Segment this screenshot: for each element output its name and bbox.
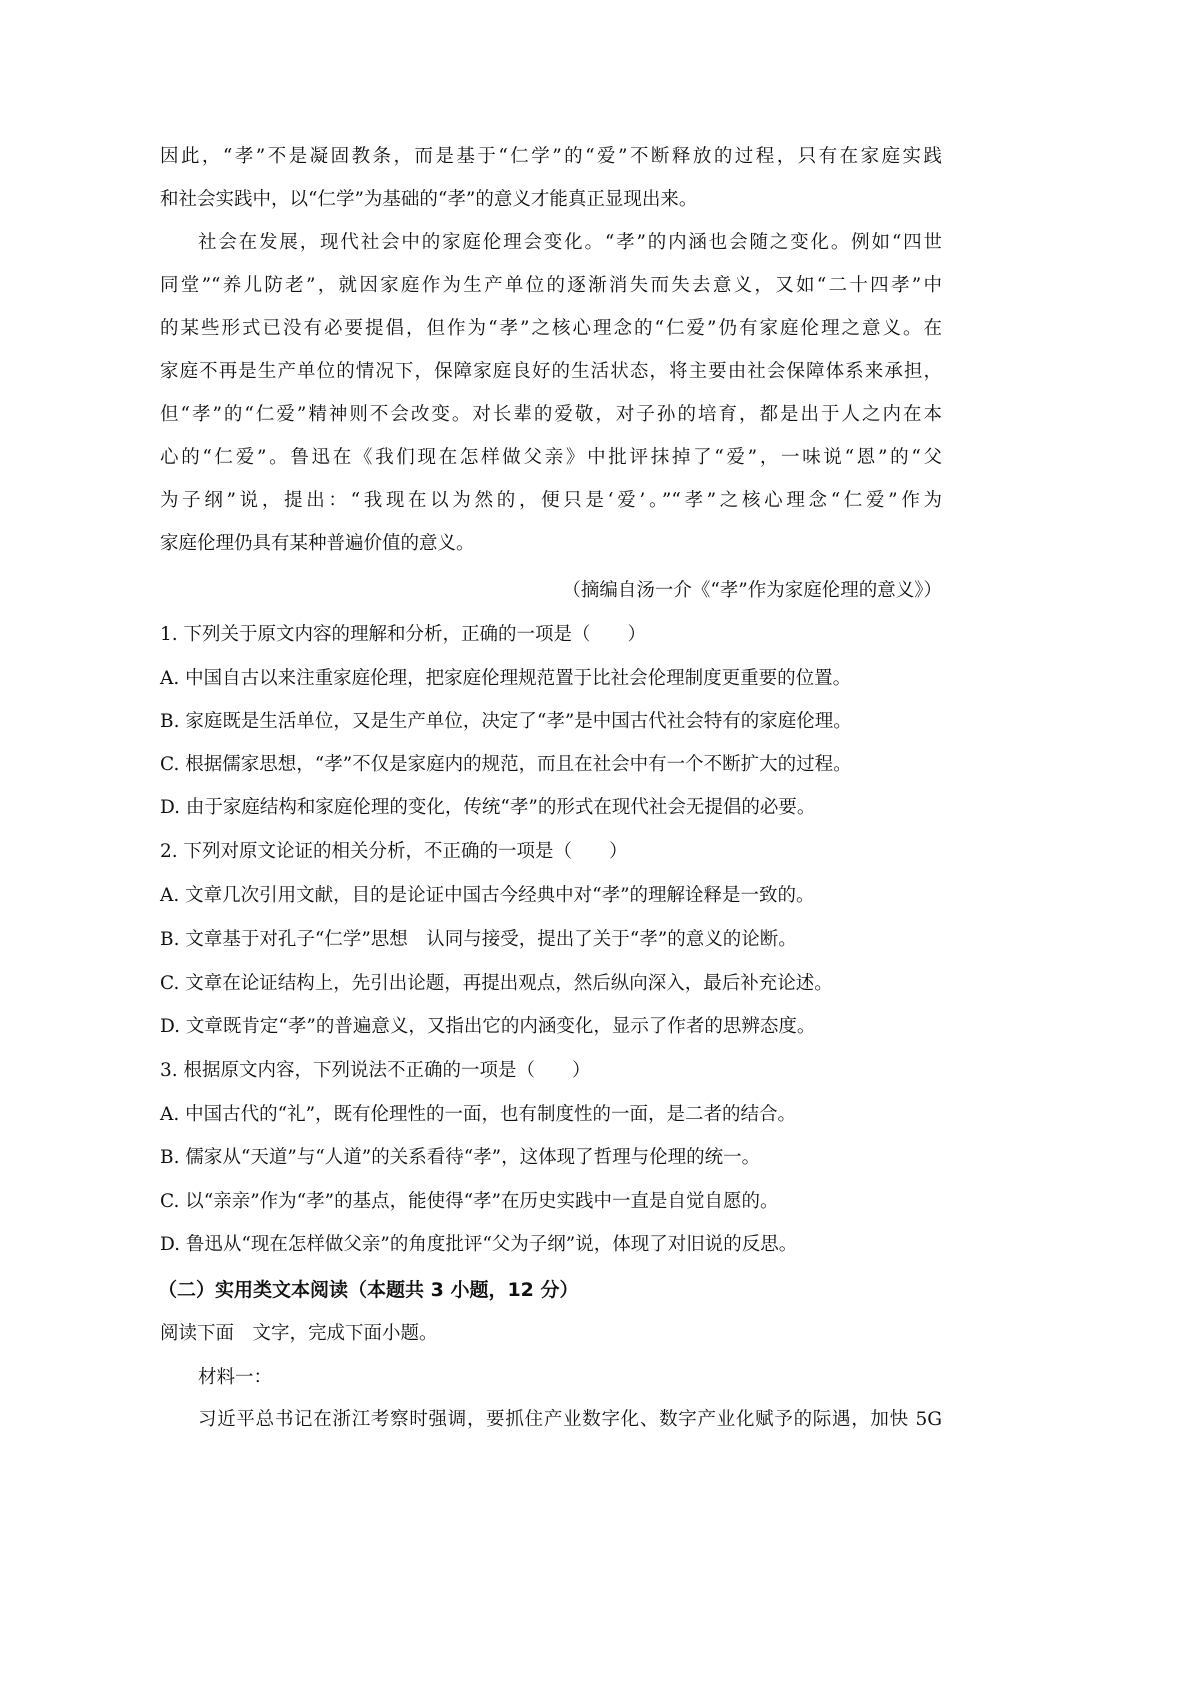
passage-line: 心的“仁爱”。鲁迅在《我们现在怎样做父亲》中批评抹掉了“爱”，一味说“恩”的“父 (160, 447, 942, 468)
question-option: B. 文章基于对孔子“仁学”思想 认同与接受，提出了关于“孝”的意义的论断。 (160, 929, 797, 950)
question-option: B. 家庭既是生活单位，又是生产单位，决定了“孝”是中国古代社会特有的家庭伦理。 (160, 711, 852, 732)
question-option: C. 文章在论证结构上，先引出论题，再提出观点，然后纵向深入，最后补充论述。 (160, 973, 833, 994)
material-line: 习近平总书记在浙江考察时强调，要抓住产业数字化、数字产业化赋予的际遇，加快 5G (198, 1409, 942, 1430)
passage-line: 但“孝”的“仁爱”精神则不会改变。对长辈的爱敬，对子孙的培育，都是出于人之内在本 (160, 404, 942, 425)
question-option: C. 根据儒家思想，“孝”不仅是家庭内的规范，而且在社会中有一个不断扩大的过程。 (160, 754, 852, 775)
instruction: 阅读下面 文字，完成下面小题。 (160, 1323, 438, 1344)
question-stem: 3. 根据原文内容，下列说法不正确的一项是（ ） (160, 1060, 591, 1081)
section-heading: （二）实用类文本阅读（本题共 3 小题，12 分） (158, 1279, 579, 1301)
citation: （摘编自汤一介《“孝”作为家庭伦理的意义》） (562, 580, 942, 601)
passage-line: 因此，“孝”不是凝固教条，而是基于“仁学”的“爱”不断释放的过程，只有在家庭实践 (160, 146, 942, 167)
question-option: D. 文章既肯定“孝”的普遍意义，又指出它的内涵变化，显示了作者的思辨态度。 (160, 1016, 816, 1037)
passage-line: 和社会实践中，以“仁学”为基础的“孝”的意义才能真正显现出来。 (160, 189, 698, 210)
question-option: C. 以“亲亲”作为“孝”的基点，能使得“孝”在历史实践中一直是自觉自愿的。 (160, 1191, 779, 1212)
question-option: A. 文章几次引用文献，目的是论证中国古今经典中对“孝”的理解诠释是一致的。 (160, 885, 815, 906)
passage-line: 的某些形式已没有必要提倡，但作为“孝”之核心理念的“仁爱”仍有家庭伦理之意义。在 (160, 318, 942, 339)
passage-line: 家庭伦理仍具有某种普遍价值的意义。 (160, 533, 475, 554)
question-option: A. 中国古代的“礼”，既有伦理性的一面，也有制度性的一面，是二者的结合。 (160, 1104, 797, 1125)
passage-line: 同堂”“养儿防老”，就因家庭作为生产单位的逐渐消失而失去意义，又如“二十四孝”中 (160, 275, 942, 296)
passage-line: 为子纲”说，提出：“我现在以为然的，便只是‘爱’。”“孝”之核心理念“仁爱”作为 (160, 490, 942, 511)
passage-line: 家庭不再是生产单位的情况下，保障家庭良好的生活状态，将主要由社会保障体系来承担， (160, 361, 942, 382)
passage-line: 社会在发展，现代社会中的家庭伦理会变化。“孝”的内涵也会随之变化。例如“四世 (198, 232, 942, 253)
question-option: B. 儒家从“天道”与“人道”的关系看待“孝”，这体现了哲理与伦理的统一。 (160, 1147, 761, 1168)
question-option: A. 中国自古以来注重家庭伦理，把家庭伦理规范置于比社会伦理制度更重要的位置。 (160, 668, 852, 689)
question-option: D. 由于家庭结构和家庭伦理的变化，传统“孝”的形式在现代社会无提倡的必要。 (160, 797, 816, 818)
question-option: D. 鲁迅从“现在怎样做父亲”的角度批评“父为子纲”说，体现了对旧说的反思。 (160, 1234, 798, 1255)
question-stem: 2. 下列对原文论证的相关分析，不正确的一项是（ ） (160, 841, 628, 862)
material-label: 材料一： (198, 1367, 273, 1388)
question-stem: 1. 下列关于原文内容的理解和分析，正确的一项是（ ） (160, 624, 647, 645)
